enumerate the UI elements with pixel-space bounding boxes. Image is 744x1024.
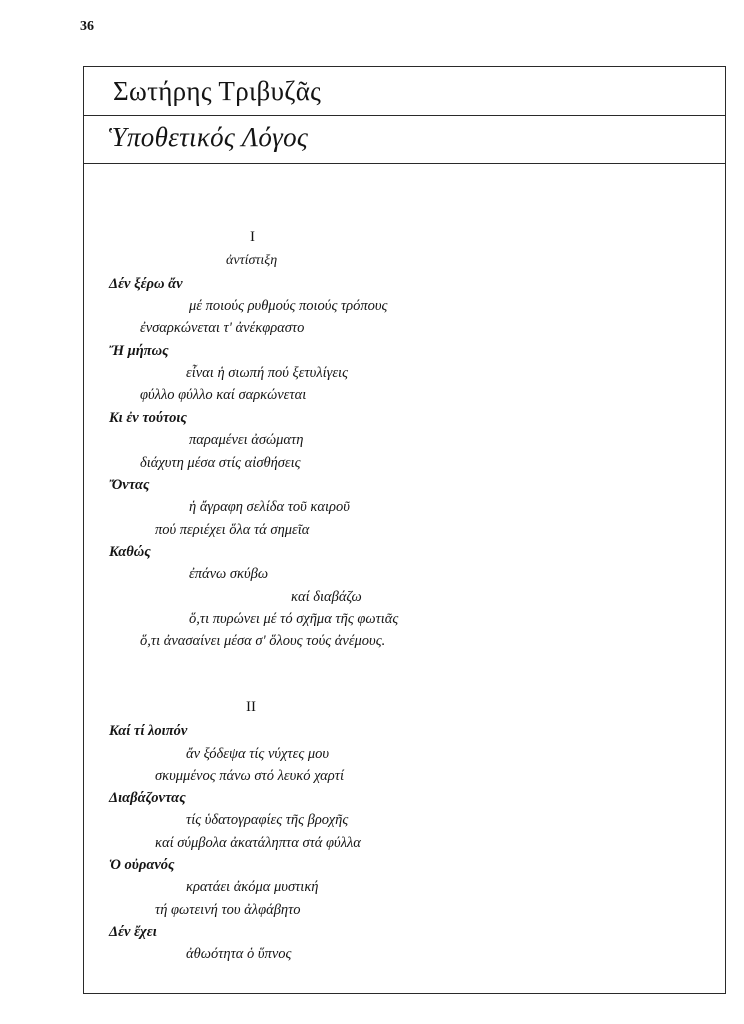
section-2-numeral: II bbox=[246, 699, 256, 715]
poem-line: φύλλο φύλλο καί σαρκώνεται bbox=[140, 387, 307, 403]
poem-line: ἡ ἄγραφη σελίδα τοῦ καιροῦ bbox=[189, 499, 350, 515]
poem-line: ἄν ξόδεψα τίς νύχτες μου bbox=[186, 746, 330, 762]
title-row bbox=[84, 115, 725, 164]
poem-title: Ὑποθετικός Λόγος bbox=[109, 122, 309, 152]
poem-line: Διαβάζοντας bbox=[109, 790, 186, 806]
poem-line: ἐπάνω σκύβω bbox=[189, 566, 269, 582]
section-1-numeral: I bbox=[250, 229, 255, 245]
poem-line: Δέν ξέρω ἄν bbox=[109, 276, 183, 292]
poem-line: καί διαβάζω bbox=[291, 589, 362, 605]
poem-line: τίς ὑδατογραφίες τῆς βροχῆς bbox=[186, 812, 349, 828]
poem-line: εἶναι ἡ σιωπή πού ξετυλίγεις bbox=[186, 365, 348, 381]
poem-line: Κι ἐν τούτοις bbox=[109, 410, 187, 426]
poem-line: Καί τί λοιπόν bbox=[109, 723, 188, 739]
poem-line: Ὁ οὐρανός bbox=[109, 857, 175, 873]
poem-line: σκυμμένος πάνω στό λευκό χαρτί bbox=[155, 768, 344, 784]
poem-line: Ἤ μήπως bbox=[109, 343, 169, 359]
author-row bbox=[84, 67, 725, 116]
page-number: 36 bbox=[80, 19, 94, 34]
poem-line: καί σύμβολα ἀκατάληπτα στά φύλλα bbox=[155, 835, 361, 851]
poem-line: μέ ποιούς ρυθμούς ποιούς τρόπους bbox=[189, 298, 388, 314]
poem-line: κρατάει ἀκόμα μυστική bbox=[186, 879, 319, 895]
poem-line: Ὄντας bbox=[109, 477, 150, 493]
poem-line: διάχυτη μέσα στίς αἰσθήσεις bbox=[140, 455, 301, 471]
poem-line: ἐνσαρκώνεται τ' ἀνέκφραστο bbox=[140, 320, 305, 336]
author-name: Σωτήρης Τριβυζᾶς bbox=[113, 76, 322, 106]
poem-line: ὅ,τι ἀνασαίνει μέσα σ' ὅλους τούς ἀνέμους. bbox=[140, 633, 386, 649]
poem-line: τή φωτεινή του ἀλφάβητο bbox=[155, 902, 301, 918]
poem-line: Καθώς bbox=[109, 544, 151, 560]
poem-line: ἀθωότητα ὁ ὕπνος bbox=[186, 946, 292, 962]
poem-line: ὅ,τι πυρώνει μέ τό σχῆμα τῆς φωτιᾶς bbox=[189, 611, 399, 627]
poem-line: παραμένει ἀσώματη bbox=[189, 432, 304, 448]
poem-line: Δέν ἔχει bbox=[109, 924, 157, 940]
section-1-subtitle: ἀντίστιξη bbox=[226, 253, 278, 268]
poem-line: πού περιέχει ὅλα τά σημεῖα bbox=[155, 522, 310, 538]
